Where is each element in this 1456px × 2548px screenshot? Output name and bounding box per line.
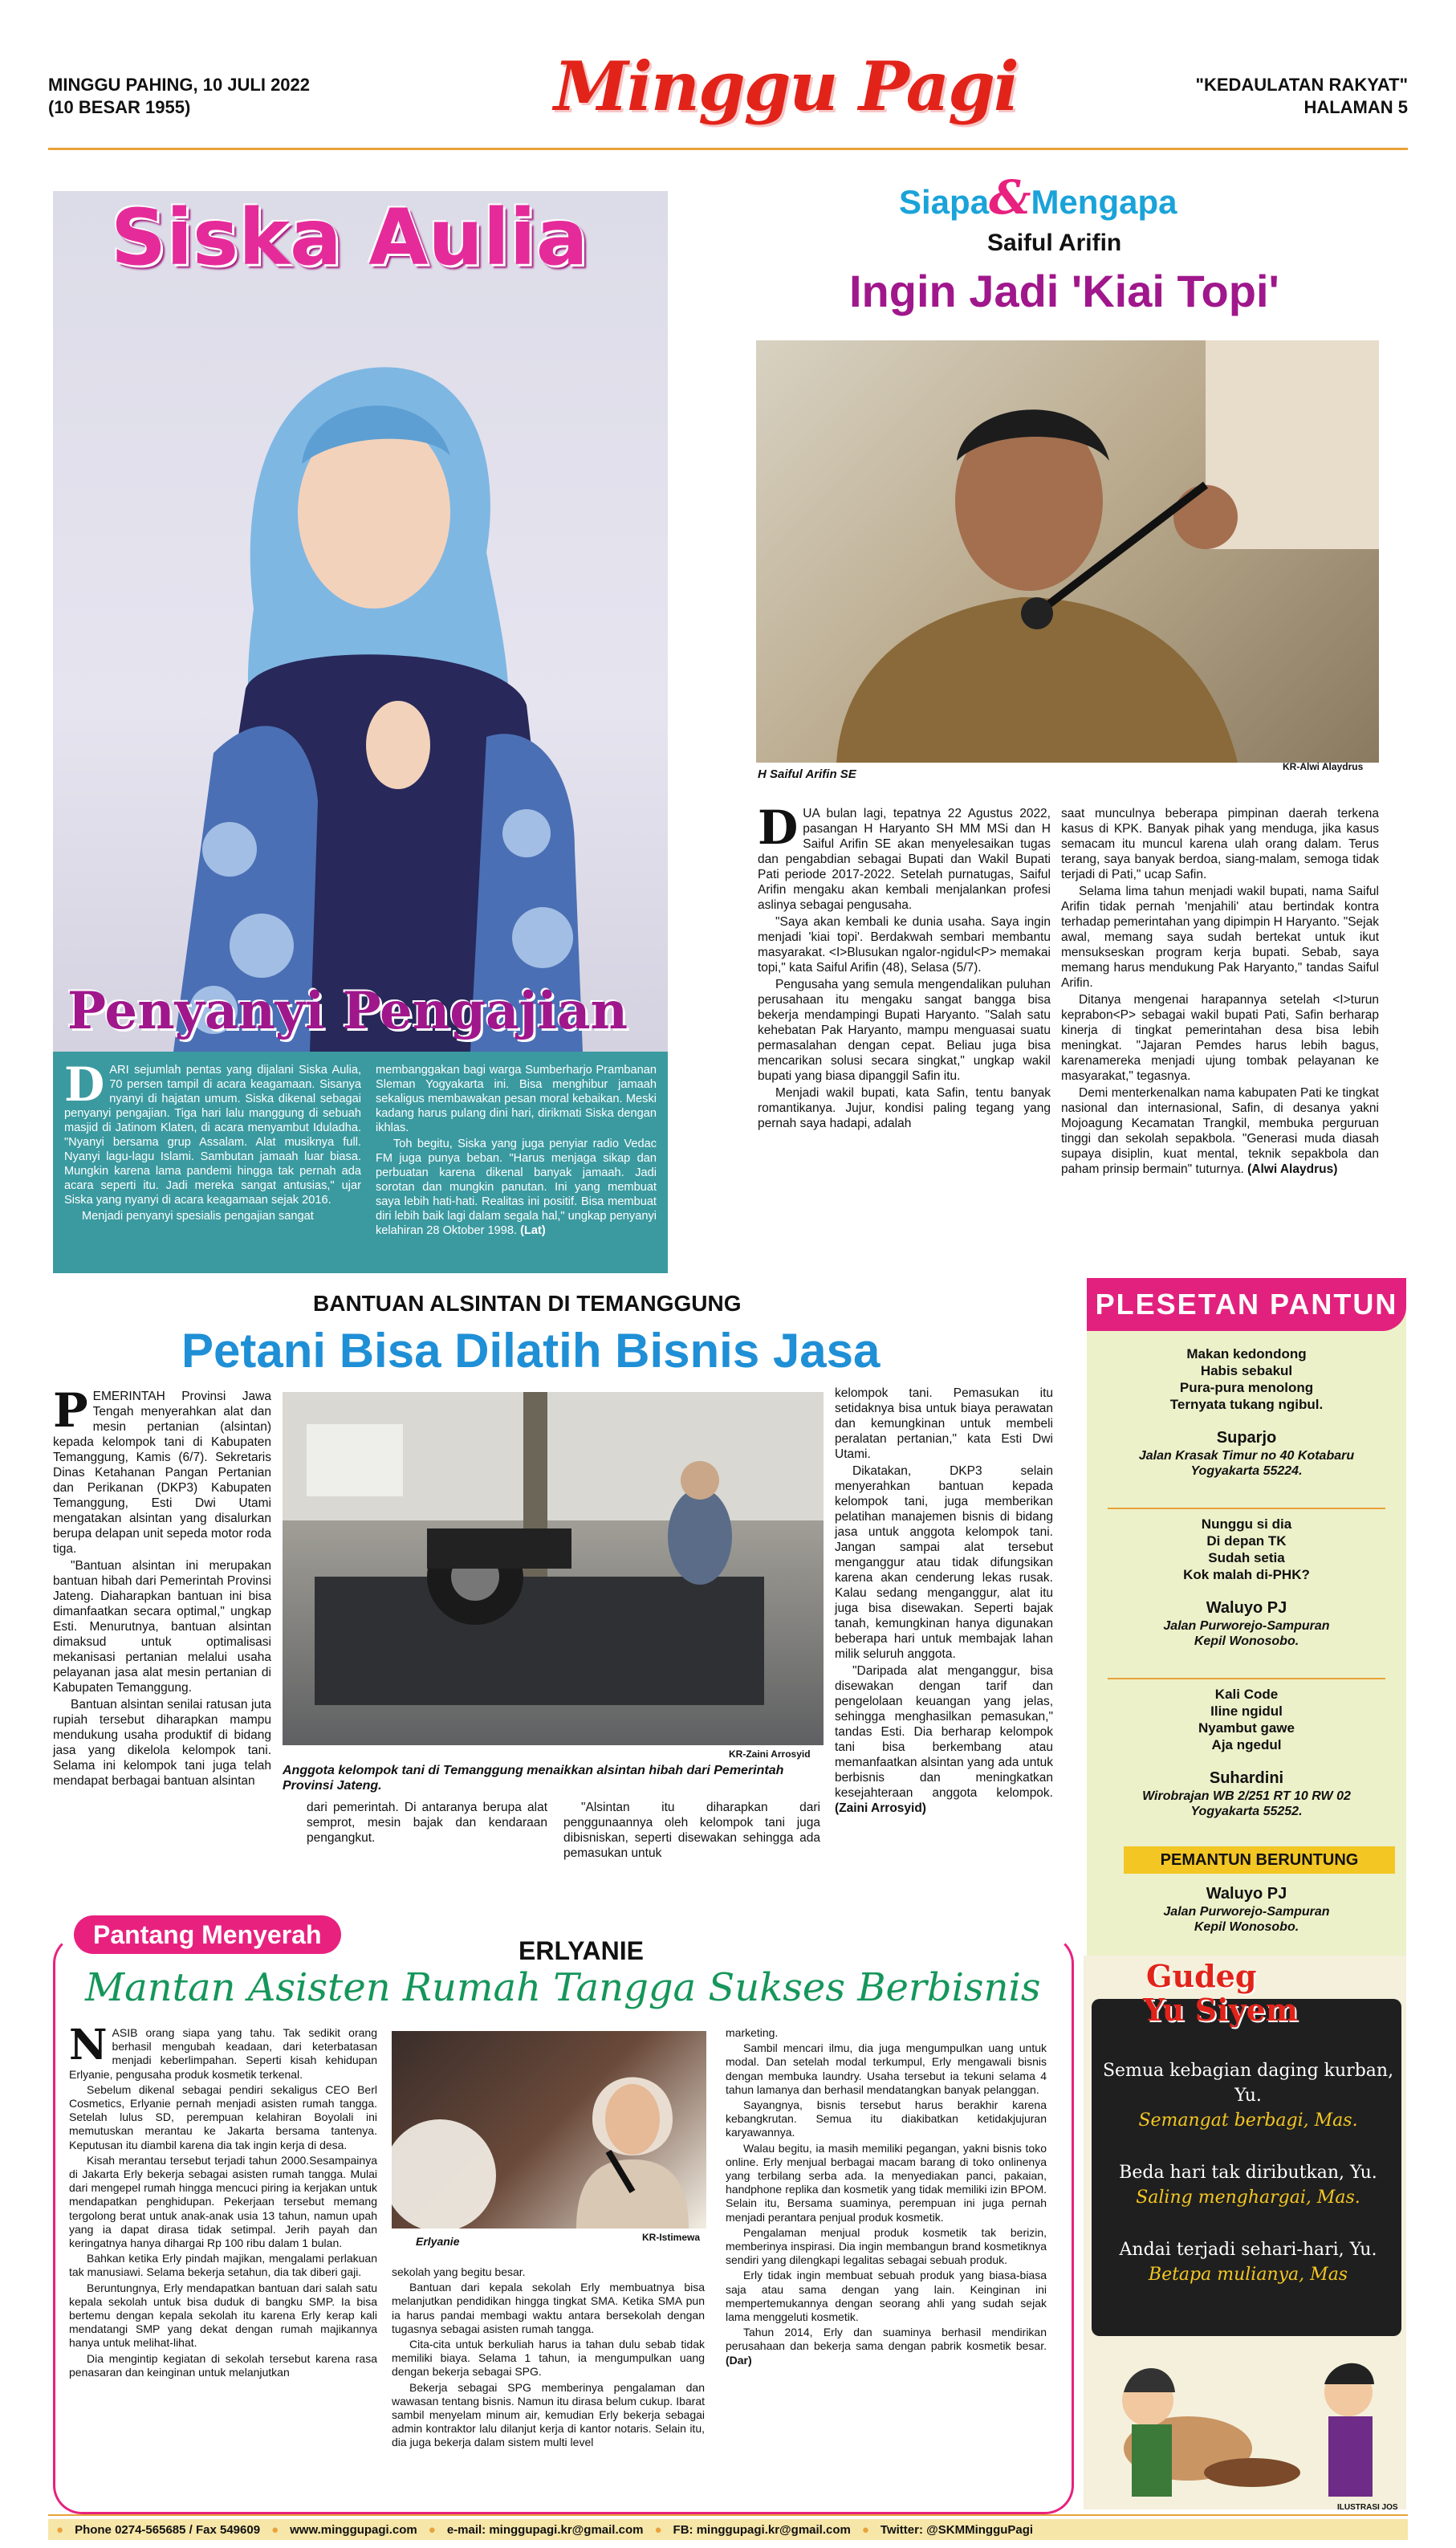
erlyanie-photo xyxy=(392,2031,706,2228)
erlyanie-headline: Mantan Asisten Rumah Tangga Sukses Berbisnis xyxy=(85,1965,1041,2010)
petani-para: EMERINTAH Provinsi Jawa Tengah menyerahkan alat dan mesin pertanian (alsintan) kepada kelompok tani di Kabupaten Temanggung, Kamis (6/7). Sekretaris Dinas Ketahanan Pangan Pertanian dan Perikanan (DKP3) Kabupaten Temanggung, Esti Dwi Utami mengatakan alsintan yang disalurkan berupa delapan unit sepeda motor roda tiga. xyxy=(53,1390,271,1556)
pantun-line: Ternyata tukang ngibul. xyxy=(1169,1397,1324,1412)
siska-para: ARI sejumlah pentas yang dijalani Siska Aulia, 70 persen tampil di acara keagamaan. Sisanya nyanyi di hajatan umum. Siska dikenal sebagai penyanyi pengajian. Tiga hari lalu manggung di sebuah masjid di Jatinom Klaten, di acara menyambut Iduladha. "Nyanyi bersama grup Assalam. Alat musiknya full. Nyanyi lagu-lagu Islami. Sambutan jamaah luar biasa. Mungkin karena lama pandemi hingga tak pernah ada acara seperti itu. Jadi mereka sangat antusias," ujar Siska yang nyanyi di acara keagamaan sejak 2016. xyxy=(64,1064,361,1207)
siapa-para: Demi menterkenalkan nama kabupaten Pati ke tingkat nasional dan internasional, Safin, di desanya yakni Mojoagung Kecamatan Trangkil, membuka perguruan tinggi dan sekolah sepakbola. "Generasi muda diasah supaya disiplin, kuat mental, teknik sepakbola dan paham prinsip bermain" tuturnya. xyxy=(1061,1086,1379,1176)
pantun-line: Nyambut gawe xyxy=(1198,1720,1295,1736)
erlyanie-para: Bantuan dari kepala sekolah Erly membuatnya bisa melanjutkan pendidikan hingga tingkat SMA. Ketika SMA pun ia harus pandai membagi waktu antara bersekolah dengan tugasnya sebagai asisten rumah tangga. xyxy=(392,2281,705,2335)
date-sub: (10 BESAR 1955) xyxy=(48,97,191,117)
gudeg-line: Semangat berbagi, Mas. xyxy=(1138,2110,1358,2131)
gudeg-line: Semua kebagian daging kurban, Yu. xyxy=(1102,2061,1394,2106)
siska-byline: (Lat) xyxy=(520,1224,546,1237)
siapa-col-2 xyxy=(1051,806,1379,1178)
siapa-para: Ditanya mengenai harapannya setelah <I>turun keprabon<P> sebagai wakil bupati Pati, Safin berharap kinerja di tingkat pemerintahan desa bisa lebih meningkat. "Jajaran Pemdes harus lebih bagus, karenamereka menjadi ujung tombak pelayanan ke masyarakat," tegasnya. xyxy=(1061,993,1379,1083)
siapa-byline: (Alwi Alaydrus) xyxy=(1247,1162,1338,1176)
footer-web[interactable]: www.minggupagi.com xyxy=(290,2522,417,2537)
petani-illustration xyxy=(283,1392,824,1745)
petani-caption: Anggota kelompok tani di Temanggung menaikkan alsintan hibah dari Pemerintah Provinsi Jateng. xyxy=(283,1764,784,1793)
erlyanie-caption: Erlyanie xyxy=(416,2235,460,2248)
erlyanie-para: Tahun 2014, Erly dan suaminya berhasil mendirikan perusahaan dan bekerja sama dengan pabrik kosmetik besar. xyxy=(726,2326,1047,2353)
erlyanie-para: Erly tidak ingin membuat sebuah produk yang biasa-biasa saja atau sama dengan yang lain. Keinginan ini mempertemukannya dengan seorang ahli yang sudah sejak lama menggeluti kosmetik. xyxy=(726,2269,1047,2324)
pantun-line: Iline ngidul xyxy=(1210,1703,1283,1719)
siapa-para: Pengusaha yang semula mengendalikan puluhan perusahaan itu mengaku sangat bangga bisa bekerja mendampingi Bupati Haryanto. "Salah satu kehebatan Pak Haryanto, mampu menguasai suatu permasalahan dengan cepat. Beliau juga bisa mencarikan solusi secara singkat," ungkap wakil bupati yang biasa dipanggil Safin itu. xyxy=(758,978,1051,1083)
pantun-line: Aja ngedul xyxy=(1211,1737,1282,1752)
pantun-author: Waluyo PJ xyxy=(1206,1599,1287,1617)
footer-phone: Phone 0274-565685 / Fax 549609 xyxy=(75,2522,261,2537)
pantun-winner xyxy=(1087,1883,1406,1935)
pantun-line: Kali Code xyxy=(1214,1687,1279,1702)
erlyanie-para: marketing. xyxy=(726,2026,779,2039)
siska-para: Toh begitu, Siska yang juga penyiar radio Vedac FM juga punya beban. "Harus menjaga sikap dan perbuatan karena dikenal banyak jamaah. Jadi sorotan dan mungkin panutan. Ini yang membuat saya lebih hati-hati. Realitas ini positif. Bisa membuat diri lebih baik lagi dalam segala hal," ungkap penyanyi kelahiran 28 Oktober 1998. xyxy=(376,1138,657,1237)
pantun-address: Yogyakarta 55252. xyxy=(1190,1805,1303,1818)
header-right: "KEDAULATAN RAKYAT" xyxy=(1195,75,1408,95)
saiful-caption: H Saiful Arifin SE xyxy=(758,767,856,781)
erlyanie-para: Kisah merantau tersebut terjadi tahun 2000.Sesampainya di Jakarta Erly bekerja sebagai asisten rumah tangga. Mulai dari mengepel rumah hingga mencuci piring ia kerjakan untuk mendapatkan penghidupan. Pekerjaan tersebut memang tergolong berat untuk anak-anak usia 13 tahun, namun upah yang ia dapat dirasa tidak setimpal. Jerih payah dan keringatnya hanya dihargai Rp 100 ribu dalam 1 bulan. xyxy=(69,2153,377,2250)
pantun-author: Waluyo PJ xyxy=(1206,1885,1287,1903)
pantun-line: Sudah setia xyxy=(1208,1550,1285,1565)
siapa-headline: Ingin Jadi 'Kiai Topi' xyxy=(849,266,1279,316)
pantun-author: Suhardini xyxy=(1209,1769,1284,1787)
saiful-illustration xyxy=(756,340,1379,763)
pantun-entry-1 xyxy=(1087,1345,1406,1479)
pantun-entry-2 xyxy=(1087,1516,1406,1649)
pantun-author: Suparjo xyxy=(1216,1429,1277,1447)
erlyanie-para: Cita-cita untuk berkuliah harus ia tahan dulu sebab tidak memiliki biaya. Selama 1 tahun, ia mengumpulkan uang dengan bekerja sebagai SPG. xyxy=(392,2338,705,2379)
erlyanie-para: Bahkan ketika Erly pindah majikan, mengalami perlakuan tak manusiawi. Selama bekerja setahun, dia tak diberi gaji. xyxy=(69,2252,377,2279)
siska-para: membanggakan bagi warga Sumberharjo Prambanan Sleman Yogyakarta ini. Bisa menghibur jamaah sekaligus membawakan pesan moral kebaikan. Meski kadang harus pulang dini hari, dirikmati Siska dengan ikhlas. xyxy=(376,1064,657,1134)
siska-para: Menjadi penyanyi spesialis pengajian sangat xyxy=(82,1210,314,1223)
siapa-col-1 xyxy=(758,800,1051,1133)
siapa-para: Menjadi wakil bupati, kata Safin, tentu banyak romantikanya. Jujur, kondisi paling tegang yang pernah saya hadapi, adalah xyxy=(758,1086,1051,1130)
petani-byline: (Zaini Arrosyid) xyxy=(835,1801,926,1815)
siapa-kicker-amp: & xyxy=(989,170,1031,225)
siska-subtitle: Penyanyi Pengajian xyxy=(67,981,628,1041)
saiful-photo xyxy=(756,340,1379,763)
siapa-para: saat munculnya beberapa pimpinan daerah terkena kasus di KPK. Banyak pihak yang menduga, jika kasus semacam itu muncul karena ulah orang dalam. Terus terang, saya banyak berdoa, siang-malam, semoga tidak terjadi di Pati," ucap Safin. xyxy=(1061,807,1379,881)
erlyanie-para: Dia mengintip kegiatan di sekolah tersebut karena rasa penasaran dan keinginan untuk melanjutkan xyxy=(69,2351,377,2379)
pantun-line: Kok malah di-PHK? xyxy=(1183,1567,1310,1582)
siapa-para: UA bulan lagi, tepatnya 22 Agustus 2022, pasangan H Haryanto SH MM MSi dan H Saiful Arifin SE akan menyelesaikan tugas dan pengabdian sebagai Bupati dan Wakil Bupati Pati periode 2017-2022. Setelah purnatugas, Saiful Arifin mengaku akan kembali menjalankan profesi aslinya sebagai pengusaha. xyxy=(758,807,1051,912)
gudeg-line: Andai terjadi sehari-hari, Yu. xyxy=(1119,2240,1377,2260)
pantun-divider xyxy=(1108,1508,1385,1509)
gudeg-line: Saling menghargai, Mas. xyxy=(1136,2188,1360,2208)
erlyanie-para: Sebelum dikenal sebagai pendiri sekaligus CEO Berl Cosmetics, Erlyanie pernah menjadi asisten rumah tangga. Setelah lulus SD, perempuan kelahiran Boyolali ini memutuskan merantau ke Jakarta bersama tantenya. Keputusan itu diambil karena dia tak ingin kerja di desa. xyxy=(69,2082,377,2151)
petani-col-1 xyxy=(53,1383,271,1790)
siapa-kicker xyxy=(899,170,1177,225)
siapa-kicker-a: Siapa xyxy=(899,183,990,221)
footer-twitter[interactable]: Twitter: @SKMMingguPagi xyxy=(880,2522,1034,2537)
siapa-kicker-b: Mengapa xyxy=(1031,183,1177,221)
masthead-logo: Minggu Pagi xyxy=(554,47,1018,126)
erlyanie-dropcap: N xyxy=(69,2021,108,2070)
gudeg-credit: ILUSTRASI JOS xyxy=(1337,2503,1398,2512)
erlyanie-byline: (Dar) xyxy=(726,2353,752,2367)
gudeg-line: Betapa mulianya, Mas xyxy=(1148,2265,1348,2285)
petani-photo xyxy=(283,1392,824,1745)
erlyanie-col-1 xyxy=(69,2021,377,2381)
siska-title: Siska Aulia xyxy=(111,193,588,283)
pantun-address: Jalan Purworejo-Sampuran xyxy=(1163,1905,1330,1919)
siapa-dropcap: D xyxy=(758,800,799,855)
petani-para: dari pemerintah. Di antaranya berupa alat semprot, mesin bajak dan kendaraan pengangkut. xyxy=(307,1801,547,1845)
petani-para: "Daripada alat menganggur, bisa disewakan dengan tarif dan pengelolaan keuangan yang jelas, sehingga menghasilkan pemasukan," tandas Esti. Dia berharap kelompok tani bisa berkembang atau memanfaatkan alsintan yang ada untuk berbisnis dan meningkatkan kesejahteraan anggota kelompok. xyxy=(835,1664,1053,1800)
petani-credit: KR-Zaini Arrosyid xyxy=(729,1748,811,1760)
erlyanie-badge: Pantang Menyerah xyxy=(74,1915,341,1954)
gudeg-dialog xyxy=(1100,2058,1397,2287)
bullet-icon: ● xyxy=(56,2522,64,2537)
petani-col-3 xyxy=(563,1800,820,1862)
siapa-para: Selama lima tahun menjadi wakil bupati, nama Saiful Arifin tidak pernah 'menjahili' atau bertindak kontra terhadap pemerintahan yang dipimpin H Haryanto. "Sejak awal, memang saya sudah bertekat untuk ikut mensukseskan program kerja bupati. Sebab, saya memang harus mendukung Pak Haryanto," tandas Saiful Arifin. xyxy=(1061,885,1379,990)
pantun-line: Habis sebakul xyxy=(1200,1363,1293,1378)
pantun-line: Di depan TK xyxy=(1206,1533,1287,1549)
erlyanie-para: Walau begitu, ia masih memiliki pegangan, yakni bisnis toko online. Erly menjual berbagai macam barang di toko onlinenya yang terbilang serba ada. Ia menyediakan panci, pakaian, handphone replika dan kosmetik yang tidak memiliki izin BPOM. Selain itu, Bersama suaminya, perempuan ini juga pernah menjadi perantara penjual produk kosmetik. xyxy=(726,2141,1047,2224)
pantun-title: PLESETAN PANTUN xyxy=(1087,1278,1406,1331)
siska-col-2 xyxy=(376,1063,657,1239)
petani-kicker: BANTUAN ALSINTAN DI TEMANGGUNG xyxy=(313,1291,742,1316)
petani-para: "Alsintan itu diharapkan dari penggunaannya oleh kelompok tani juga dibisniskan, seperti disewakan sehingga ada pemasukan untuk xyxy=(563,1801,820,1860)
erlyanie-para: ASIB orang siapa yang tahu. Tak sedikit orang berhasil mengubah keadaan, dari keterbatasan menjadi keberlimpahan. Seperti kisah kehidupan Erlyanie, pengusaha produk kosmetik terkenal. xyxy=(69,2026,377,2081)
bullet-icon: ● xyxy=(654,2522,662,2537)
bullet-icon: ● xyxy=(861,2522,869,2537)
erlyanie-para: Beruntungnya, Erly mendapatkan bantuan dari salah satu kepala sekolah untuk bisa duduk di bangku SMP. Ia bisa bertemu dengan kepala sekolah itu karena Erly kerap kali mendatangi SMP yang dekat dengan rumah majikannya hanya untuk melihat-lihat. xyxy=(69,2281,377,2350)
page-number: HALAMAN 5 xyxy=(1303,97,1408,117)
pantun-address: Kepil Wonosobo. xyxy=(1194,1634,1299,1648)
erlyanie-para: Sambil mencari ilmu, dia juga mengumpulkan uang untuk modal. Dan setelah modal terkumpul, Erly mengawali bisnis dengan membuka laundry. Usaha tersebut ia tekuni selama 4 tahun lamanya dan berhasil mendatangkan banyak pelanggan. xyxy=(726,2041,1047,2096)
petani-para: Dikatakan, DKP3 selain menyerahkan bantuan kepada kelompok tani, juga memberikan pelatihan manajemen bisnis di bidang jasa untuk anggota kelompok tani. Jangan sampai alat tersebut menganggur atau tidak difungsikan karena akan cenderung lekas rusak. Kalau sedang menganggur, alat itu juga bisa disewakan. Seperti bajak tanah, kemungkinan hanya digunakan beberapa hari untuk membajak lahan milik seluruh anggota. xyxy=(835,1464,1053,1661)
erlyanie-para: Bekerja sebagai SPG memberinya pengalaman dan wawasan tentang bisnis. Namun itu dirasa belum cukup. Ibarat sambil menyelam minum air, kemudian Erly bekerja sebagai admin kontraktor lalu dilanjut kerja di kantor notaris. Selain itu, dia juga bekerja dalam sistem multi level xyxy=(392,2380,705,2449)
pantun-address: Jalan Purworejo-Sampuran xyxy=(1163,1619,1330,1633)
siapa-name: Saiful Arifin xyxy=(987,230,1122,256)
pantun-divider xyxy=(1108,1678,1385,1679)
pantun-address: Yogyakarta 55224. xyxy=(1190,1464,1303,1478)
pantun-entry-3 xyxy=(1087,1686,1406,1819)
footer-rule xyxy=(48,2514,1408,2516)
erlyanie-col-3 xyxy=(726,2026,1047,2369)
footer-facebook[interactable]: FB: minggupagi.kr@gmail.com xyxy=(673,2522,851,2537)
erlyanie-col-2 xyxy=(392,2265,705,2452)
petani-para: kelompok tani. Pemasukan itu setidaknya bisa untuk biaya perawatan dan kemungkinan untuk membeli peralatan pertanian," kata Esti Dwi Utami. xyxy=(835,1386,1053,1461)
erlyanie-credit: KR-Istimewa xyxy=(642,2232,701,2243)
bullet-icon: ● xyxy=(428,2522,436,2537)
siska-photo xyxy=(53,191,668,1052)
bullet-icon: ● xyxy=(271,2522,279,2537)
pantun-line: Nunggu si dia xyxy=(1201,1516,1292,1532)
erlyanie-para: Pengalaman menjual produk kosmetik tak berizin, memberinya inspirasi. Dia ingin membangun brand kosmetiknya sendiri yang dilengkapi legalitas sebagai sebuah produk. xyxy=(726,2225,1047,2267)
petani-col-4 xyxy=(835,1386,1053,1817)
siska-figure-illustration xyxy=(53,191,668,1052)
saiful-credit: KR-Alwi Alaydrus xyxy=(1283,761,1364,772)
siapa-para: "Saya akan kembali ke dunia usaha. Saya ingin menjadi 'kiai topi'. Berdakwah sembari membantu masyarakat. <I>Blusukan ngalor-ngidul<P> memakai topi," kata Saiful Arifin (48), Selasa (5/7). xyxy=(758,915,1051,975)
erlyanie-para: sekolah yang begitu besar. xyxy=(392,2265,526,2278)
date-line: MINGGU PAHING, 10 JULI 2022 xyxy=(48,75,311,95)
erlyanie-kicker: ERLYANIE xyxy=(519,1936,644,1965)
erlyanie-illustration xyxy=(392,2031,706,2228)
petani-col-2 xyxy=(307,1800,547,1847)
siska-textbox xyxy=(53,1052,668,1273)
siska-dropcap: D xyxy=(64,1057,105,1112)
petani-dropcap: P xyxy=(53,1383,88,1438)
pantun-line: Pura-pura menolong xyxy=(1179,1380,1314,1395)
pantun-address: Wirobrajan WB 2/251 RT 10 RW 02 xyxy=(1142,1789,1351,1803)
siska-col-1 xyxy=(64,1057,361,1239)
petani-para: "Bantuan alsintan ini merupakan bantuan hibah dari Pemerintah Provinsi Jateng. Diaharapkan bantuan ini bisa dimanfaatkan secara optimal," ungkap Esti. Menurutnya, bantuan alsintan dimaksud untuk optimalisasi mekanisasi pertanian melalui usaha pelayanan jasa alat mesin pertanian di Kabupaten Temanggung. xyxy=(53,1559,271,1695)
petani-headline: Petani Bisa Dilatih Bisnis Jasa xyxy=(181,1324,881,1378)
pantun-winner-label: PEMANTUN BERUNTUNG xyxy=(1124,1846,1395,1874)
pantun-address: Jalan Krasak Timur no 40 Kotabaru xyxy=(1138,1449,1355,1463)
gudeg-cartoon xyxy=(1092,2336,1401,2505)
erlyanie-para: Sayangnya, bisnis tersebut harus berakhir karena kebangkrutan. Semua itu diakibatkan ketidakjujuran karyawannya. xyxy=(726,2098,1047,2139)
gudeg-line: Beda hari tak diributkan, Yu. xyxy=(1119,2163,1377,2183)
header-rule xyxy=(48,148,1408,150)
gudeg-title-b: Yu Siyem xyxy=(1143,1992,1299,2028)
footer-email[interactable]: e-mail: minggupagi.kr@gmail.com xyxy=(446,2522,644,2537)
footer-bar xyxy=(48,2519,1408,2540)
petani-para: Bantuan alsintan senilai ratusan juta rupiah tersebut diharapkan mampu mendukung usaha produktif di bidang jasa yang dikelola kelompok tani. Selama ini kelompok tani juga telah mendapat berbagai bantuan alsintan xyxy=(53,1698,271,1788)
pantun-address: Kepil Wonosobo. xyxy=(1194,1920,1299,1934)
pantun-line: Makan kedondong xyxy=(1186,1346,1307,1362)
gudeg-illustration xyxy=(1092,2336,1401,2505)
gudeg-title-a: Gudeg xyxy=(1146,1958,1257,1994)
